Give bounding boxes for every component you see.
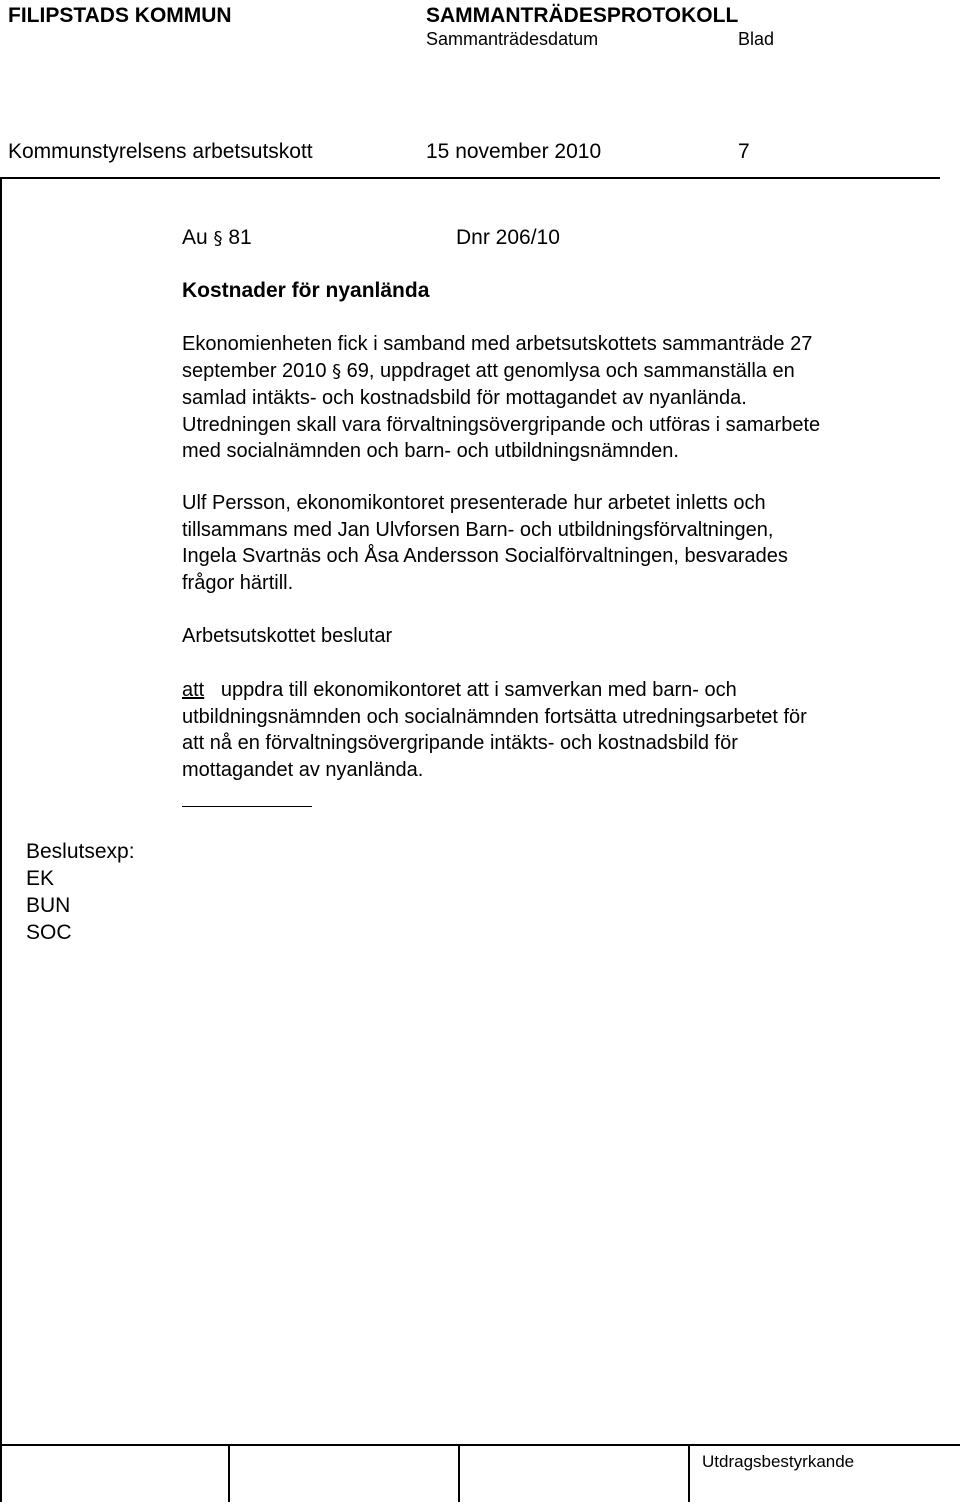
paragraph-background: [182, 331, 922, 465]
certification-label: Utdragsbestyrkande: [702, 1452, 855, 1471]
section-symbol-inline: §: [332, 360, 342, 382]
decision-line2: utbildningsnämnden och socialnämnden fortsätta utredningsarbetet för: [182, 705, 807, 728]
item-title: Kostnader för nyanlända: [182, 279, 430, 302]
recipient-bun: BUN: [26, 894, 71, 917]
decision-line1-text: uppdra till ekonomikontoret att i samverkan med barn- och: [220, 679, 737, 701]
meeting-date: 15 november 2010: [426, 140, 602, 163]
paragraph1-line4: Utredningen skall vara förvaltningsövergripande och utföras i samarbete: [182, 413, 821, 436]
meeting-date-label: Sammanträdesdatum: [426, 29, 599, 49]
paragraph1-line2-b: 69, uppdraget att genomlysa och sammanställa en: [346, 359, 795, 382]
paragraph2-line1: Ulf Persson, ekonomikontoret presenterade hur arbetet inletts och: [182, 492, 766, 514]
footer-cell-divider-1: [0, 1444, 2, 1502]
paragraph1-line3: samlad intäkts- och kostnadsbild för mottagandet av nyanlända.: [182, 387, 747, 409]
page-number: 7: [738, 140, 750, 163]
paragraph2-line2: tillsammans med Jan Ulvforsen Barn- och utbildningsförvaltningen,: [182, 518, 774, 541]
decision-text: [182, 677, 922, 783]
footer-cell-divider-2: [228, 1444, 230, 1502]
recipient-ek: EK: [26, 867, 55, 890]
document-type: SAMMANTRÄDESPROTOKOLL: [426, 4, 739, 27]
recipient-soc: SOC: [26, 921, 72, 944]
decision-line4: mottagandet av nyanlända.: [182, 758, 424, 781]
bottom-rule: [0, 1444, 960, 1446]
item-au: Au: [182, 226, 208, 249]
municipality-name: FILIPSTADS KOMMUN: [8, 4, 232, 27]
footer-cell-divider-3: [458, 1444, 460, 1502]
paragraph1-line1: Ekonomienheten fick i samband med arbetsutskottets sammanträde 27: [182, 333, 813, 355]
committee-name: Kommunstyrelsens arbetsutskott: [8, 140, 313, 163]
decision-line1: [182, 677, 922, 704]
reference-number: Dnr 206/10: [456, 226, 560, 249]
att-keyword: att: [182, 679, 205, 701]
footer-cell-divider-4: [688, 1444, 690, 1502]
page-label: Blad: [738, 29, 775, 49]
decision-line3: att nå en förvaltningsövergripande intäkts- och kostnadsbild för: [182, 732, 738, 754]
item-number: [182, 226, 252, 250]
item-num: 81: [228, 226, 252, 249]
top-rule: [0, 177, 940, 179]
decision-heading: Arbetsutskottet beslutar: [182, 625, 393, 647]
section-symbol: §: [213, 228, 223, 249]
paragraph2-line3: Ingela Svartnäs och Åsa Andersson Socialförvaltningen, besvarades: [182, 545, 788, 567]
left-rule: [0, 177, 2, 1445]
paragraph-presentation: [182, 490, 922, 596]
end-of-decision-rule: [182, 806, 312, 807]
paragraph2-line4: frågor härtill.: [182, 571, 294, 594]
distribution-label: Beslutsexp:: [26, 840, 135, 863]
paragraph1-line2: [182, 358, 922, 386]
distribution-block: [26, 838, 135, 946]
paragraph1-line2-a: september 2010: [182, 359, 327, 382]
paragraph1-line5: med socialnämnden och barn- och utbildningsnämnden.: [182, 440, 679, 462]
